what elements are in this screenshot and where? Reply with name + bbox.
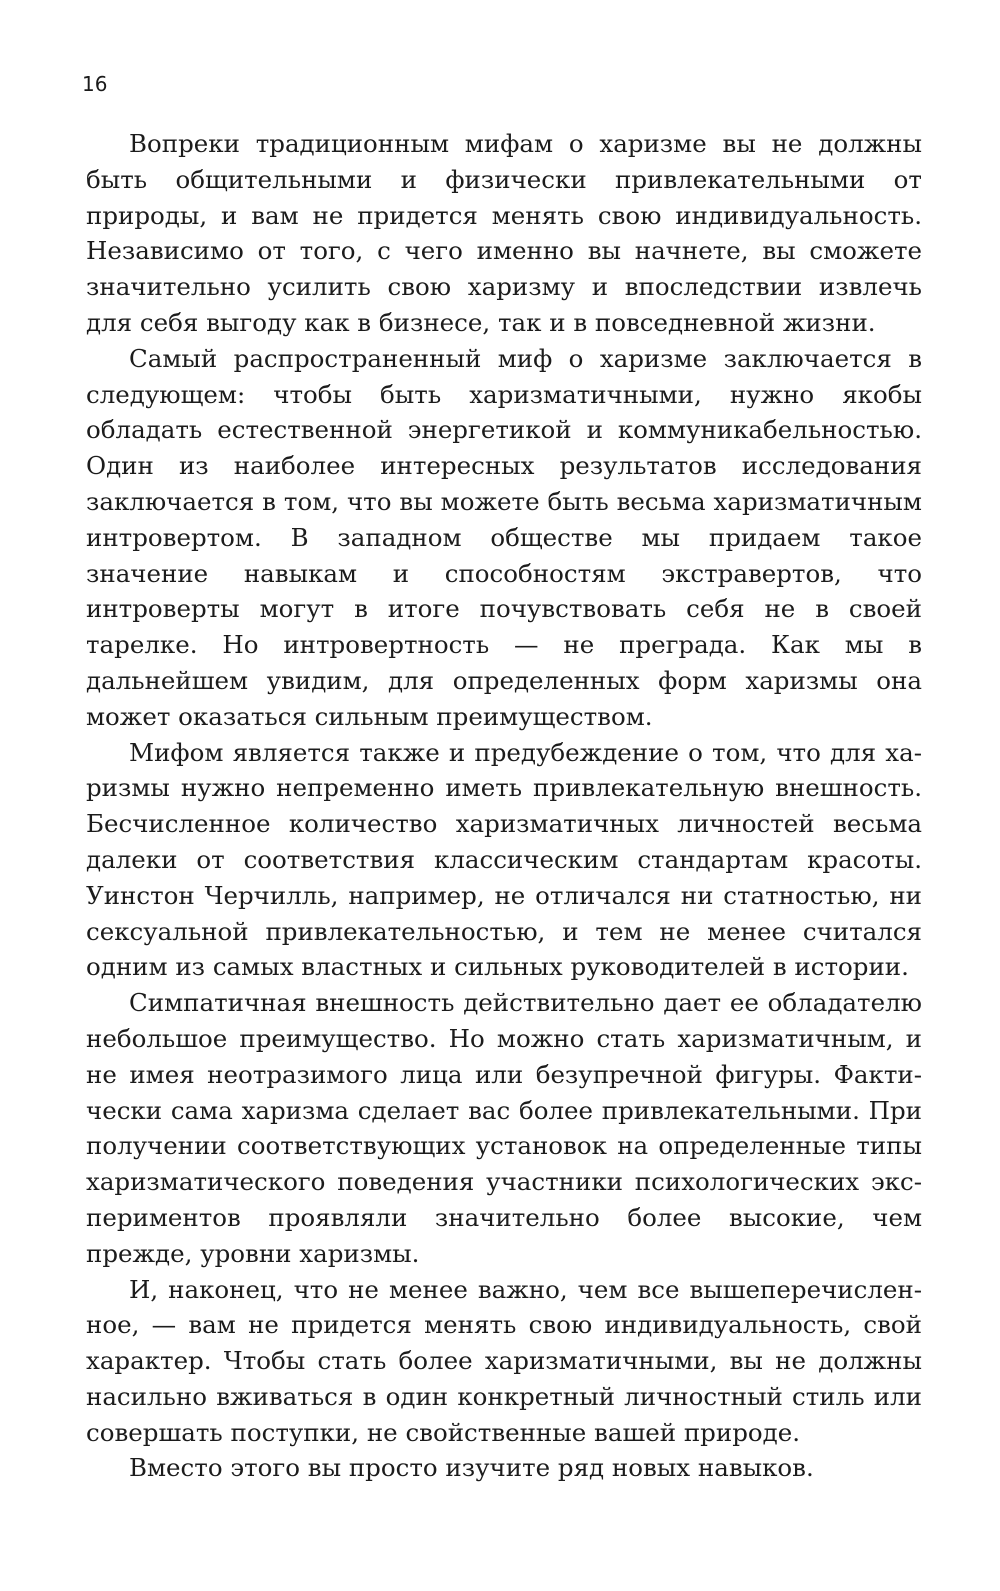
paragraph-5: И, наконец, что не менее важно, чем все вышеперечисленное, — вам не придется менять свою индивидуальность, свой характер. Чтобы стать более харизматичными, вы не должны насильно вживаться в один конкретный личностный стиль или совершать поступки, не свойственные вашей природе. <box>86 1274 922 1447</box>
paragraph-1: Вопреки традиционным мифам о харизме вы не должны быть общительными и физически привлекательными от природы, и вам не придется менять свою индивидуальность. Независимо от того, с чего именно вы начнете, вы сможете значительно усилить свою харизму и впоследствии извлечь для себя выгоду как в бизнесе, так и в повседневной жизни. <box>86 129 922 337</box>
paragraph-6: Вместо этого вы просто изучите ряд новых навыков. <box>129 1453 814 1483</box>
paragraph-3: Мифом является также и предубеждение о том, что для харизмы нужно непременно иметь привлекательную внешность. Бесчисленное количество харизматичных личностей весьма далеки от соответствия классическим стандартам красоты. Уинстон Черчилль, например, не отличался ни статностью, ни сексуальной привлекательностью, и тем не менее считался одним из самых властных и сильных руководителей в истории. <box>86 737 922 982</box>
paragraph-2: Самый распространенный миф о харизме заключается в следующем: чтобы быть харизматичными, нужно якобы обладать естественной энергетикой и коммуникабельностью. Один из наиболее интересных результатов исследования заключается в том, что вы можете быть весьма харизматичным интровертом. В западном обществе мы придаем такое значение навыкам и способностям экстравертов, что интроверты могут в итоге почувствовать себя не в своей тарелке. Но интровертность — не преграда. Как мы в дальнейшем увидим, для определенных форм харизмы она может оказаться сильным преимуществом. <box>86 343 922 731</box>
body-text <box>86 126 922 1486</box>
paragraph-4: Симпатичная внешность действительно дает ее обладателю небольшое преимущество. Но можно стать харизматичным, и не имея неотразимого лица или безупречной фигуры. Фактически сама харизма сделает вас более привлекательными. При получении соответствующих установок на определенные типы харизматического поведения участники психологических экспериментов проявляли значительно более высокие, чем прежде, уровни харизмы. <box>86 988 922 1268</box>
page-number: 16 <box>82 72 108 96</box>
